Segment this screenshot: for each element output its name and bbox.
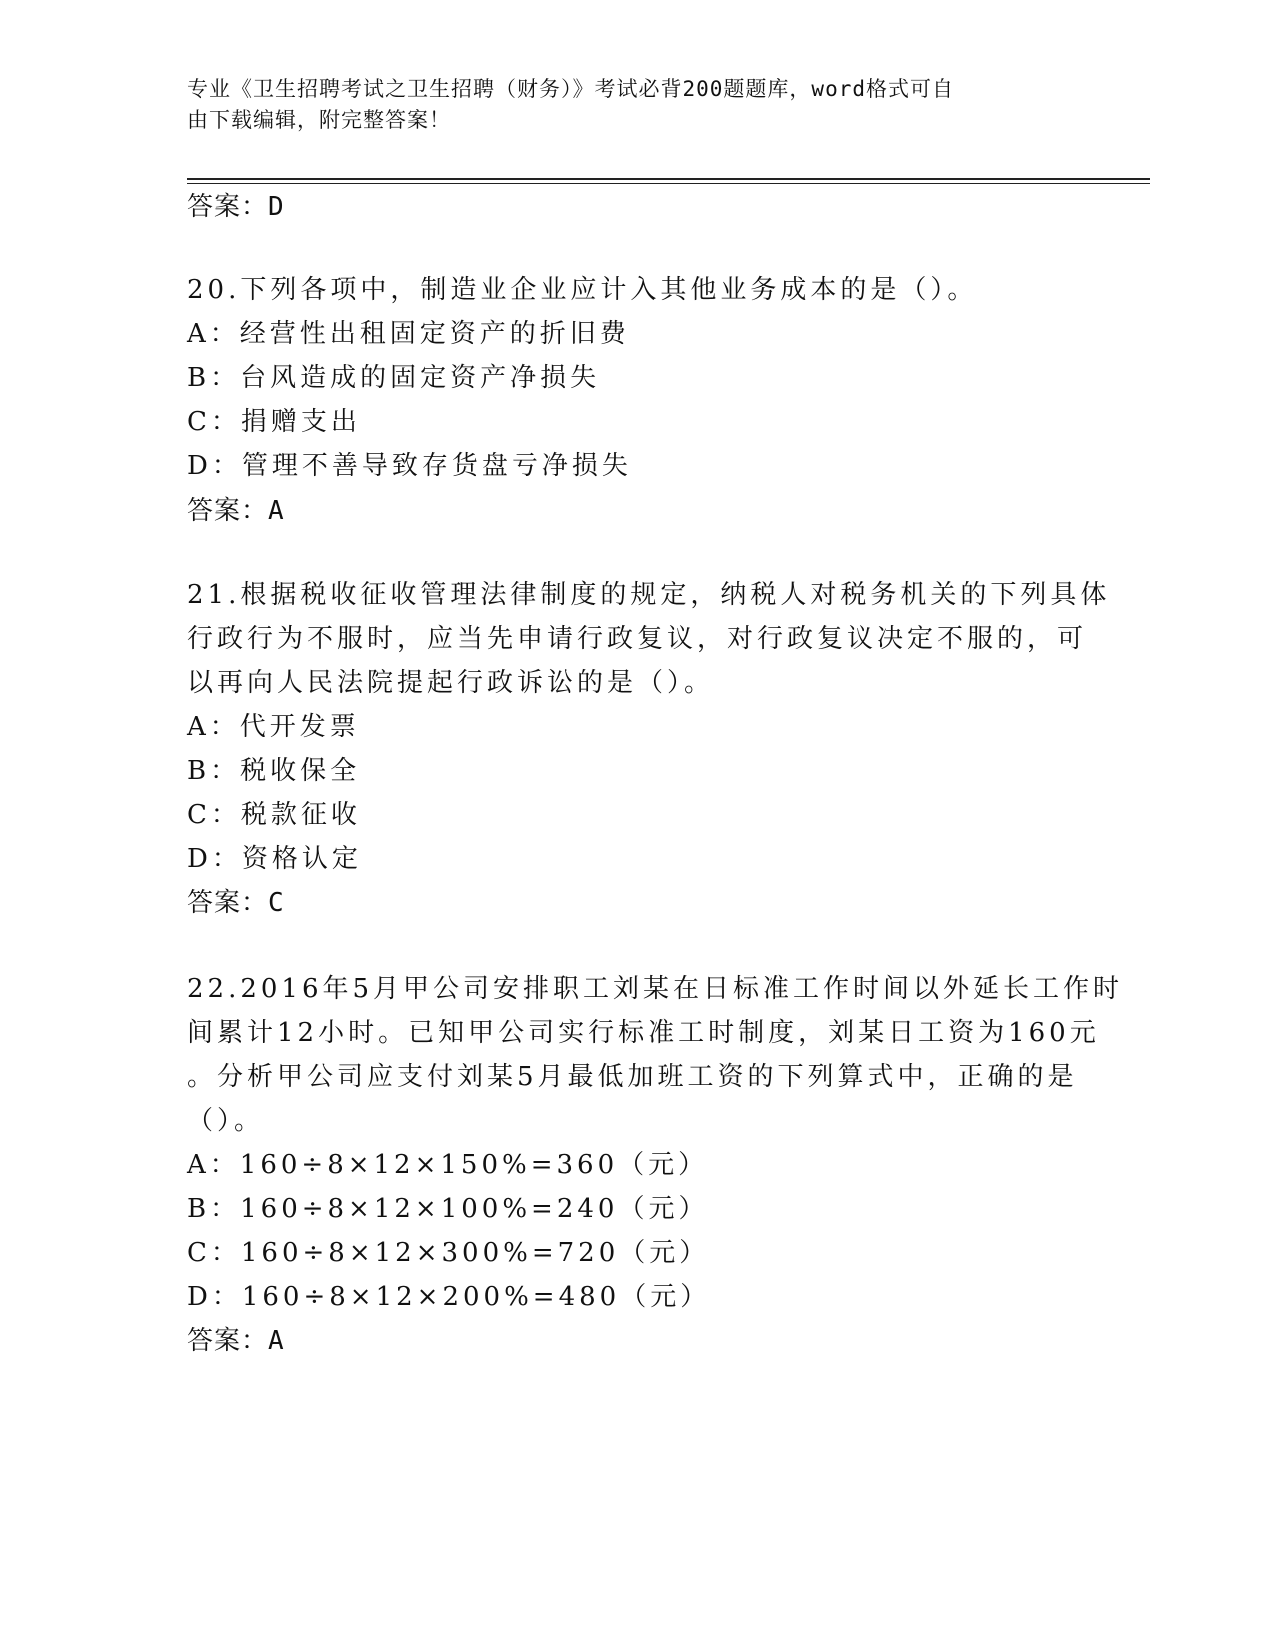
question-22-stem-line-1: 22.2016年5月甲公司安排职工刘某在日标准工作时间以外延长工作时 — [187, 974, 1124, 1004]
question-20-option-d: D：管理不善导致存货盘亏净损失 — [187, 451, 632, 481]
previous-answer: 答案：D — [187, 192, 285, 222]
question-22-stem-line-4: （）。 — [187, 1106, 265, 1136]
question-22-option-a: A：160÷8×12×150%=360（元） — [187, 1150, 709, 1180]
question-20-option-a: A：经营性出租固定资产的折旧费 — [187, 319, 630, 349]
question-20-option-c: C：捐赠支出 — [187, 407, 361, 437]
question-20-answer: 答案：A — [187, 496, 285, 526]
question-21-answer: 答案：C — [187, 888, 285, 918]
question-22-stem-line-3: 。分析甲公司应支付刘某5月最低加班工资的下列算式中，正确的是 — [187, 1062, 1078, 1092]
question-22-answer: 答案：A — [187, 1326, 285, 1356]
question-21-option-c: C：税款征收 — [187, 800, 361, 830]
question-21-stem-line-3: 以再向人民法院提起行政诉讼的是（）。 — [187, 668, 715, 698]
document-header — [187, 74, 1067, 136]
question-20-option-b: B：台风造成的固定资产净损失 — [187, 363, 601, 393]
question-22-option-c: C：160÷8×12×300%=720（元） — [187, 1238, 710, 1268]
question-22-option-b: B：160÷8×12×100%=240（元） — [187, 1194, 709, 1224]
question-21-option-b: B：税收保全 — [187, 756, 361, 786]
question-21-option-d: D：资格认定 — [187, 844, 362, 874]
header-line-2: 由下载编辑，附完整答案！ — [187, 108, 451, 132]
question-21-stem-line-1: 21.根据税收征收管理法律制度的规定，纳税人对税务机关的下列具体 — [187, 580, 1111, 610]
question-22-stem-line-2: 间累计12小时。已知甲公司实行标准工时制度，刘某日工资为160元 — [187, 1018, 1100, 1048]
question-21-stem-line-2: 行政行为不服时，应当先申请行政复议，对行政复议决定不服的，可 — [187, 624, 1088, 654]
header-rule-thin — [187, 183, 1150, 184]
question-21-option-a: A：代开发票 — [187, 712, 360, 742]
question-20-stem: 20.下列各项中，制造业企业应计入其他业务成本的是（）。 — [187, 275, 978, 305]
question-22-option-d: D：160÷8×12×200%=480（元） — [187, 1282, 711, 1312]
header-rule-thick — [187, 178, 1150, 180]
header-line-1: 专业《卫生招聘考试之卫生招聘（财务）》考试必背200题题库，word格式可自 — [187, 77, 954, 101]
